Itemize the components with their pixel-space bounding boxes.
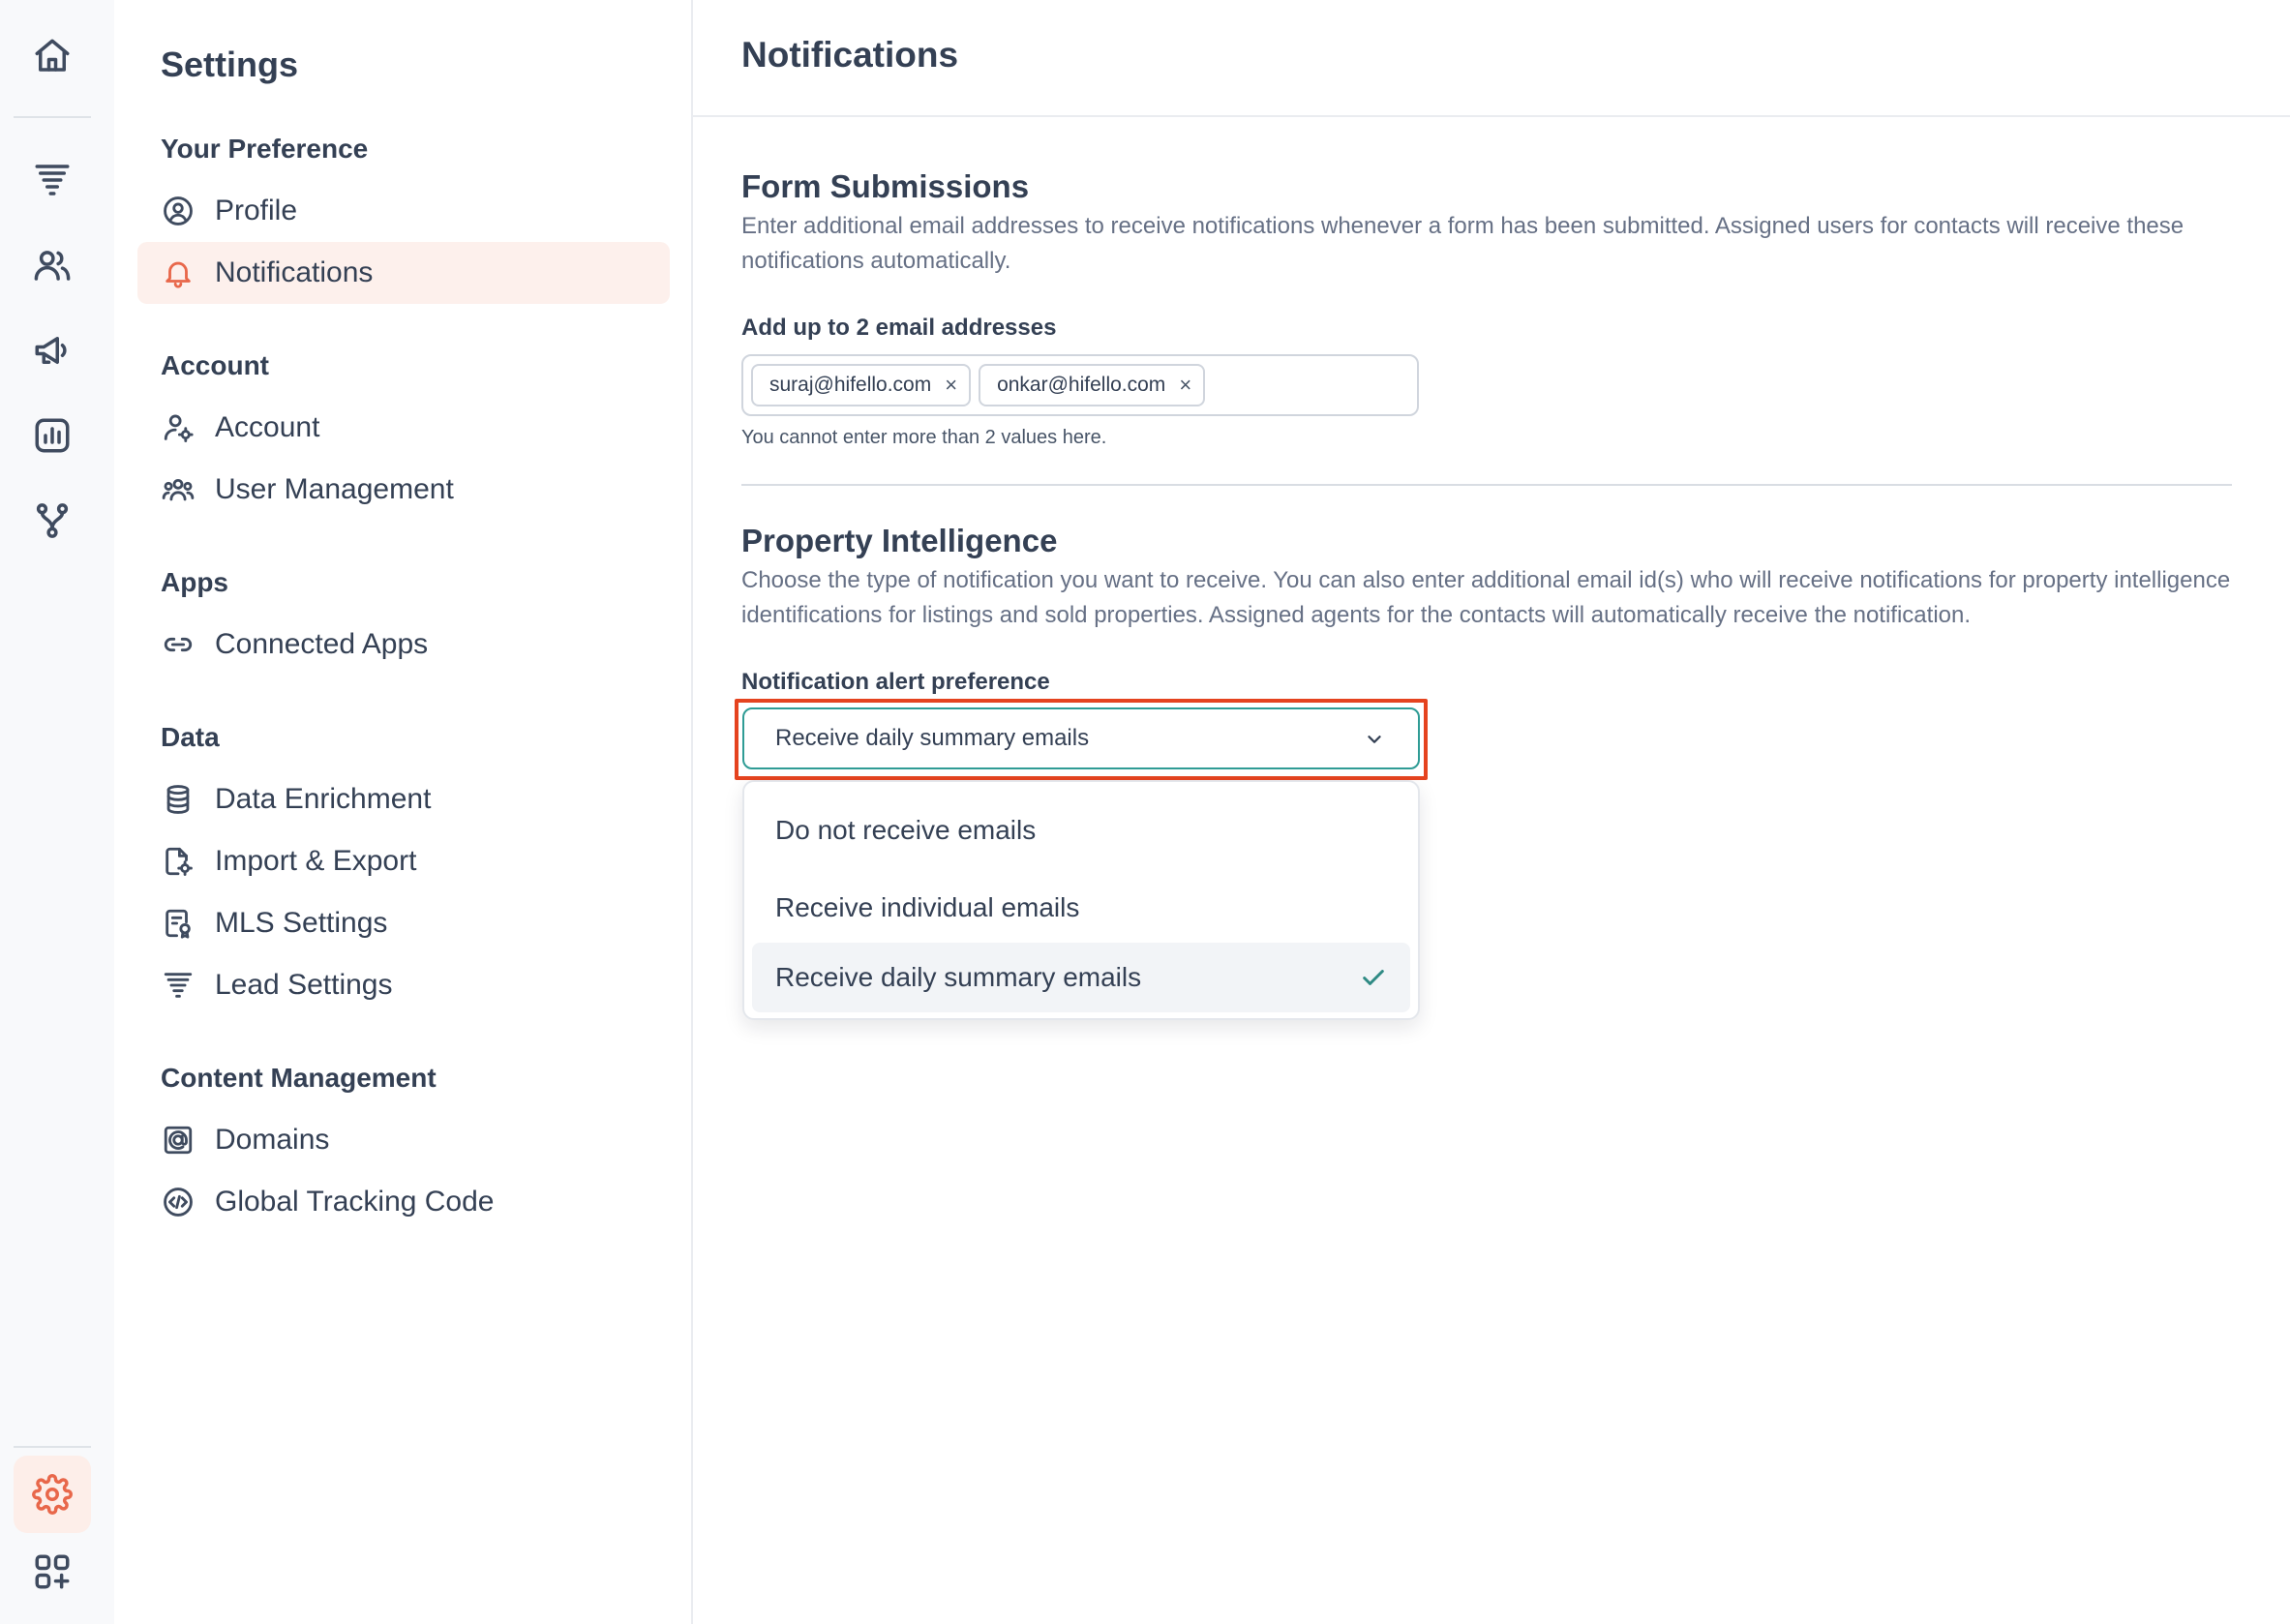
sidebar-item-label: Domains xyxy=(215,1124,330,1156)
main-content xyxy=(693,0,2290,1624)
email-chip-text: suraj@hifello.com xyxy=(769,374,932,396)
page-title: Notifications xyxy=(741,35,959,75)
database-icon xyxy=(161,782,196,817)
sidebar-item-label: Import & Export xyxy=(215,845,417,877)
option-daily-summary[interactable] xyxy=(752,943,1410,1012)
form-submissions-title: Form Submissions xyxy=(741,168,1030,204)
section-content-management: Content Management xyxy=(161,1063,437,1093)
users-group-icon xyxy=(161,472,196,507)
form-submissions-description: Enter additional email addresses to receive notifications whenever a form has been submitted. Assigned users for contacts will receive these notifications automatically. xyxy=(741,213,2185,274)
sidebar-item-label: Lead Settings xyxy=(215,969,393,1001)
sidebar-item-user-management[interactable] xyxy=(137,459,670,521)
section-data: Data xyxy=(161,722,220,752)
email-addresses-label: Add up to 2 email addresses xyxy=(741,315,1057,341)
code-icon xyxy=(161,1185,196,1219)
sidebar-item-profile[interactable] xyxy=(137,180,670,242)
sidebar-item-label: Account xyxy=(215,411,320,443)
option-individual-emails[interactable]: Receive individual emails xyxy=(775,892,1080,922)
page-header xyxy=(693,0,2290,117)
sidebar-item-lead-settings[interactable] xyxy=(137,954,670,1016)
section-apps: Apps xyxy=(161,567,228,597)
home-icon[interactable] xyxy=(14,17,91,95)
users-icon[interactable] xyxy=(14,226,91,304)
alert-preference-label: Notification alert preference xyxy=(741,669,1050,695)
gear-icon[interactable] xyxy=(14,1456,91,1533)
property-intelligence-title: Property Intelligence xyxy=(741,523,1058,558)
option-label: Receive daily summary emails xyxy=(775,962,1142,992)
document-badge-icon xyxy=(161,906,196,941)
section-divider xyxy=(741,484,2232,486)
sidebar-item-global-tracking-code[interactable] xyxy=(137,1171,670,1233)
sidebar-item-label: Data Enrichment xyxy=(215,783,432,815)
select-value: Receive daily summary emails xyxy=(775,725,1090,751)
link-icon xyxy=(161,627,196,662)
option-do-not-receive[interactable]: Do not receive emails xyxy=(775,815,1037,845)
sidebar-item-data-enrichment[interactable] xyxy=(137,768,670,830)
chart-icon[interactable] xyxy=(14,397,91,474)
sidebar-title: Settings xyxy=(161,45,299,84)
email-chip xyxy=(751,364,971,406)
sidebar-item-connected-apps[interactable] xyxy=(137,614,670,676)
user-gear-icon xyxy=(161,410,196,445)
sidebar-item-import-export[interactable] xyxy=(137,830,670,892)
remove-chip-icon[interactable]: × xyxy=(945,373,958,397)
email-chip xyxy=(979,364,1205,406)
rail-divider xyxy=(14,116,91,118)
sidebar-item-label: Connected Apps xyxy=(215,628,429,660)
alert-preference-dropdown xyxy=(742,780,1420,1020)
at-sign-icon xyxy=(161,1123,196,1158)
email-chip-text: onkar@hifello.com xyxy=(997,374,1166,396)
megaphone-icon[interactable] xyxy=(14,312,91,389)
icon-rail xyxy=(0,0,114,1624)
sidebar-item-label: MLS Settings xyxy=(215,907,388,939)
remove-chip-icon[interactable]: × xyxy=(1179,373,1192,397)
rail-divider xyxy=(14,1446,91,1448)
check-icon xyxy=(1360,964,1387,991)
section-your-preference: Your Preference xyxy=(161,134,369,164)
sidebar-item-notifications[interactable] xyxy=(137,242,670,304)
email-tag-input[interactable] xyxy=(741,354,1419,416)
user-circle-icon xyxy=(161,194,196,228)
funnel-icon[interactable] xyxy=(14,141,91,219)
alert-preference-select[interactable] xyxy=(742,707,1420,769)
bell-icon xyxy=(161,256,196,290)
sidebar-item-account[interactable] xyxy=(137,397,670,459)
funnel-icon xyxy=(161,968,196,1003)
apps-add-icon[interactable] xyxy=(14,1533,91,1610)
sidebar-item-label: Notifications xyxy=(215,256,374,288)
sidebar-item-label: Global Tracking Code xyxy=(215,1186,495,1218)
section-account: Account xyxy=(161,350,269,380)
sidebar-item-mls-settings[interactable] xyxy=(137,892,670,954)
email-limit-helper: You cannot enter more than 2 values here. xyxy=(741,427,1107,448)
sidebar-item-label: Profile xyxy=(215,195,298,226)
sidebar-item-label: User Management xyxy=(215,473,454,505)
property-intelligence-description: Choose the type of notification you want to receive. You can also enter additional email id(s) who will receive notifications for property intelligence identifications for listings and sold properties. Assigned agents for the contacts will automatically receive the notification. xyxy=(741,567,2231,628)
sidebar-item-domains[interactable] xyxy=(137,1109,670,1171)
file-gear-icon xyxy=(161,844,196,879)
branch-icon[interactable] xyxy=(14,482,91,559)
chevron-down-icon xyxy=(1364,729,1385,750)
settings-sidebar xyxy=(114,0,693,1624)
